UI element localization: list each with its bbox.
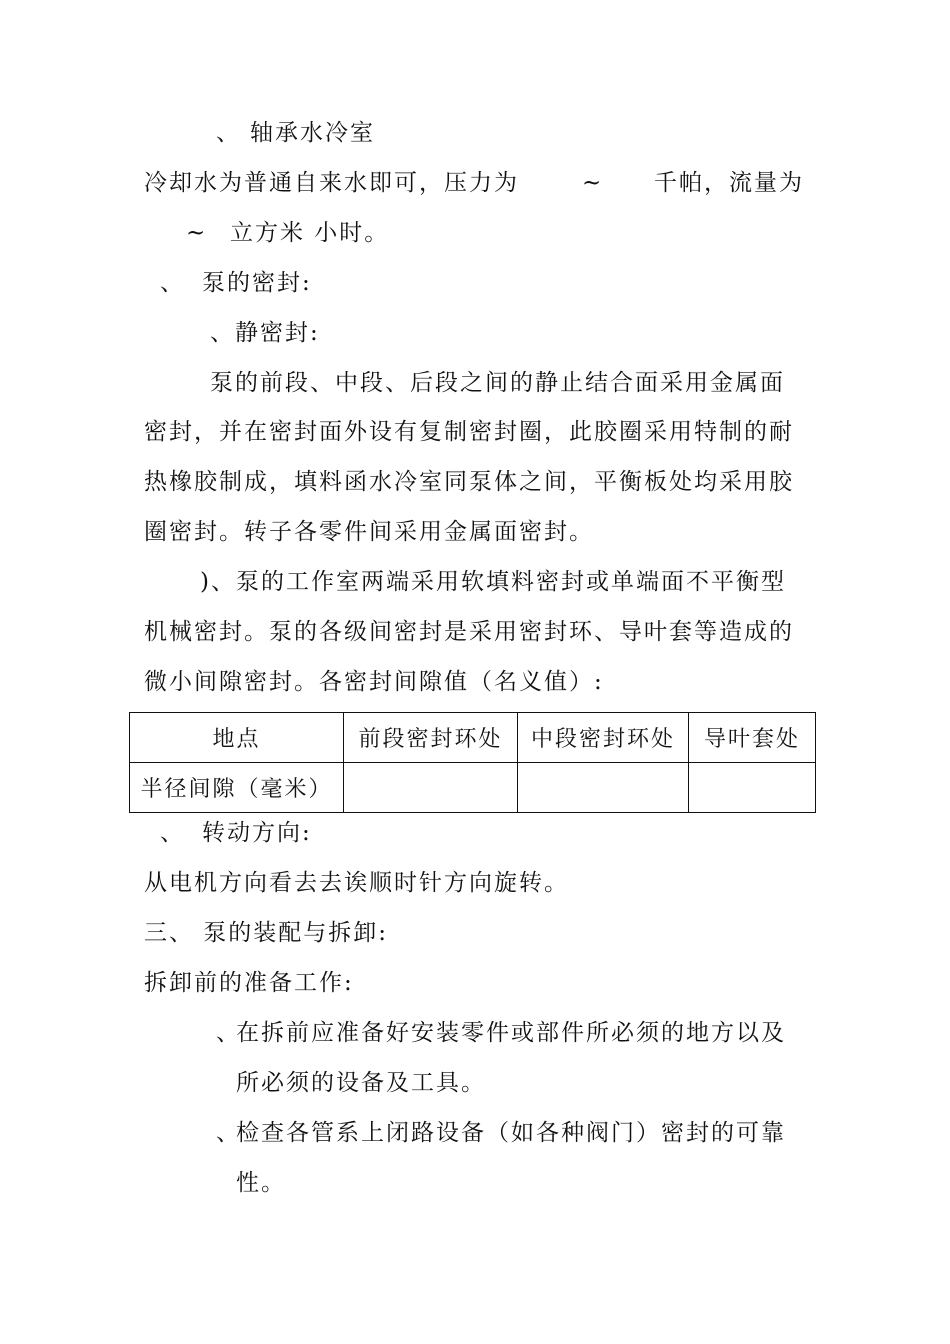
list-item-continuation: 所必须的设备及工具。	[236, 1070, 486, 1096]
seal-heading	[160, 268, 312, 298]
section-three-title: 三、 泵的装配与拆卸:	[144, 920, 389, 946]
list-separator: 、	[216, 120, 241, 146]
paragraph-line: 微小间隙密封。各密封间隙值（名义值）:	[144, 669, 604, 695]
table-cell	[689, 763, 816, 813]
table-header-cell: 前段密封环处	[344, 713, 518, 763]
table-cell	[518, 763, 689, 813]
water-heading	[176, 118, 375, 148]
rotation-heading	[160, 818, 312, 848]
list-separator: 、	[216, 1020, 241, 1046]
list-item	[176, 1018, 786, 1048]
list-separator: 、	[216, 1120, 241, 1146]
table-header-cell: 地点	[130, 713, 344, 763]
list-item-text: 检查各管系上闭路设备（如各种阀门）密封的可靠	[236, 1120, 786, 1146]
pressure-tilde: ~	[582, 170, 604, 196]
list-item-text: 在拆前应准备好安装零件或部件所必须的地方以及	[236, 1020, 786, 1046]
paragraph-line: 泵的前段、中段、后段之间的静止结合面采用金属面	[210, 370, 785, 396]
paragraph-text: 冷却水为普通自来水即可，压力为	[144, 170, 519, 196]
prep-heading: 拆卸前的准备工作:	[144, 970, 354, 996]
section-title: 轴承水冷室	[250, 120, 375, 146]
section-title: 泵的密封:	[202, 270, 312, 296]
flow-tilde: ~	[186, 220, 208, 246]
seal-clearance-table	[129, 712, 816, 813]
list-separator: 、	[160, 820, 185, 846]
list-item	[176, 1118, 786, 1148]
table-row	[130, 763, 816, 813]
static-seal-heading: 、静密封:	[210, 320, 320, 346]
water-line-1-end: 千帕，流量为	[654, 170, 804, 196]
table-header-row	[130, 713, 816, 763]
paragraph-line: 圈密封。转子各零件间采用金属面密封。	[144, 519, 594, 545]
paragraph-line: )、泵的工作室两端采用软填料密封或单端面不平衡型	[200, 569, 786, 595]
rotation-text: 从电机方向看去去诶顺时针方向旋转。	[144, 870, 569, 896]
list-separator: 、	[160, 270, 185, 296]
water-line-2: 立方米 小时。	[230, 220, 390, 246]
table-header-cell: 中段密封环处	[518, 713, 689, 763]
paragraph-line: 热橡胶制成，填料函水冷室同泵体之间，平衡板处均采用胶	[144, 469, 794, 495]
water-line-1	[144, 168, 519, 198]
paragraph-line: 密封，并在密封面外设有复制密封圈，此胶圈采用特制的耐	[144, 419, 794, 445]
table-header-cell: 导叶套处	[689, 713, 816, 763]
table-cell	[344, 763, 518, 813]
section-title: 转动方向:	[202, 820, 312, 846]
table-cell: 半径间隙（毫米）	[130, 763, 344, 813]
paragraph-line: 机械密封。泵的各级间密封是采用密封环、导叶套等造成的	[144, 619, 794, 645]
list-item-continuation: 性。	[236, 1170, 286, 1196]
